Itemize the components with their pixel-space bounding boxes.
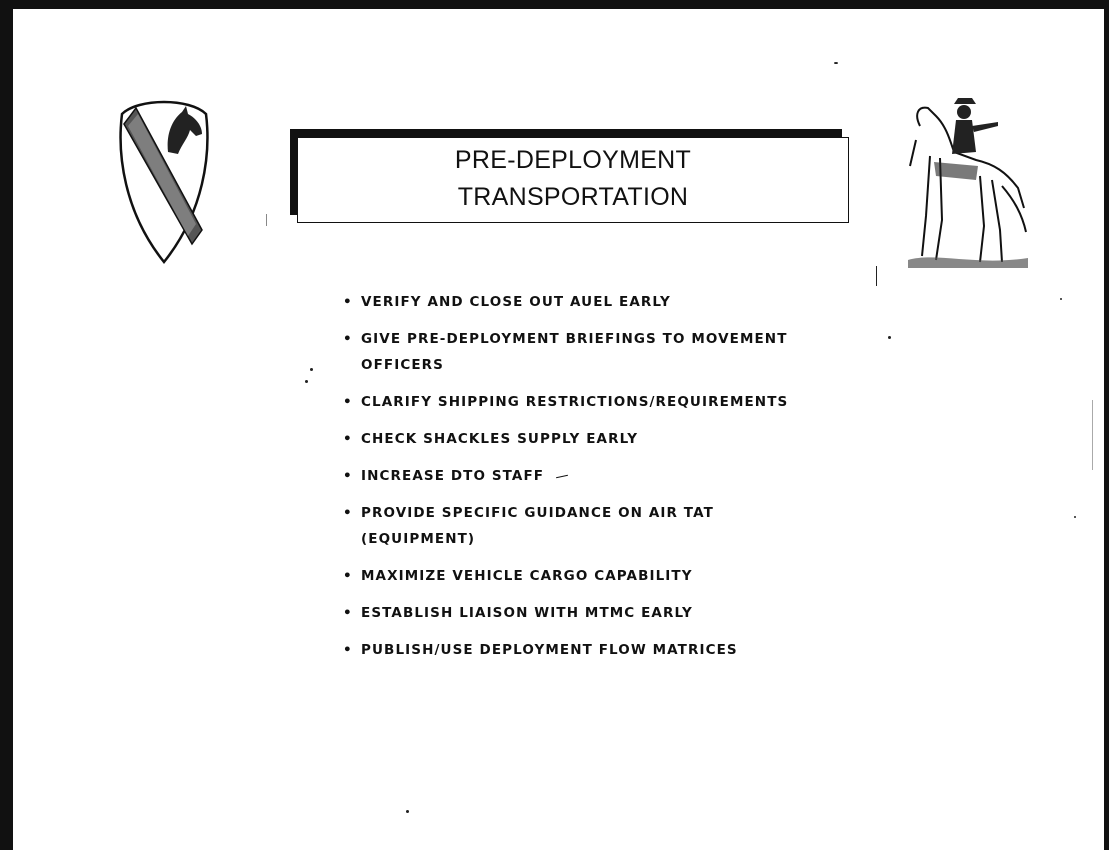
bullet-item <box>343 326 863 378</box>
scan-line <box>1092 400 1093 470</box>
scan-speck <box>305 380 308 383</box>
bullet-item <box>343 426 863 452</box>
bullet-text: GIVE PRE-DEPLOYMENT BRIEFINGS TO MOVEMENT OFFICERS <box>361 331 788 373</box>
bullet-item <box>343 463 863 489</box>
bullet-item <box>343 289 863 315</box>
scan-speck <box>1060 298 1062 300</box>
bullet-text: CLARIFY SHIPPING RESTRICTIONS/REQUIREMENTS <box>361 394 789 410</box>
frame-border-right <box>1104 0 1109 850</box>
bullet-text: PUBLISH/USE DEPLOYMENT FLOW MATRICES <box>361 642 738 658</box>
bullet-item <box>343 389 863 415</box>
scan-speck <box>888 336 891 339</box>
bullet-text: MAXIMIZE VEHICLE CARGO CAPABILITY <box>361 568 693 584</box>
scan-speck <box>310 368 313 371</box>
bullet-text: ESTABLISH LIAISON WITH MTMC EARLY <box>361 605 693 621</box>
scan-speck <box>1074 516 1076 518</box>
slide-title-line-1: PRE-DEPLOYMENT <box>454 146 692 174</box>
slide-title-line-2: TRANSPORTATION <box>457 183 689 211</box>
scan-line <box>876 266 877 286</box>
bullet-item <box>343 637 863 663</box>
bullet-text: VERIFY AND CLOSE OUT AUEL EARLY <box>361 294 671 310</box>
bullet-list <box>343 289 863 674</box>
frame-border-top <box>0 0 1109 9</box>
slide-title <box>297 142 849 216</box>
bullet-text: CHECK SHACKLES SUPPLY EARLY <box>361 431 639 447</box>
mounted-cavalryman-icon <box>906 96 1030 272</box>
scan-speck <box>834 62 838 64</box>
frame-border-left <box>0 0 13 850</box>
bullet-item <box>343 500 863 552</box>
bullet-text: PROVIDE SPECIFIC GUIDANCE ON AIR TAT (EQUIPMENT) <box>361 505 714 547</box>
cavalry-shield-insignia-icon <box>116 94 212 266</box>
bullet-item <box>343 600 863 626</box>
scan-line <box>266 214 267 226</box>
bullet-item <box>343 563 863 589</box>
stray-mark <box>556 474 568 477</box>
bullet-text: INCREASE DTO STAFF <box>361 468 545 484</box>
scan-speck <box>406 810 409 813</box>
